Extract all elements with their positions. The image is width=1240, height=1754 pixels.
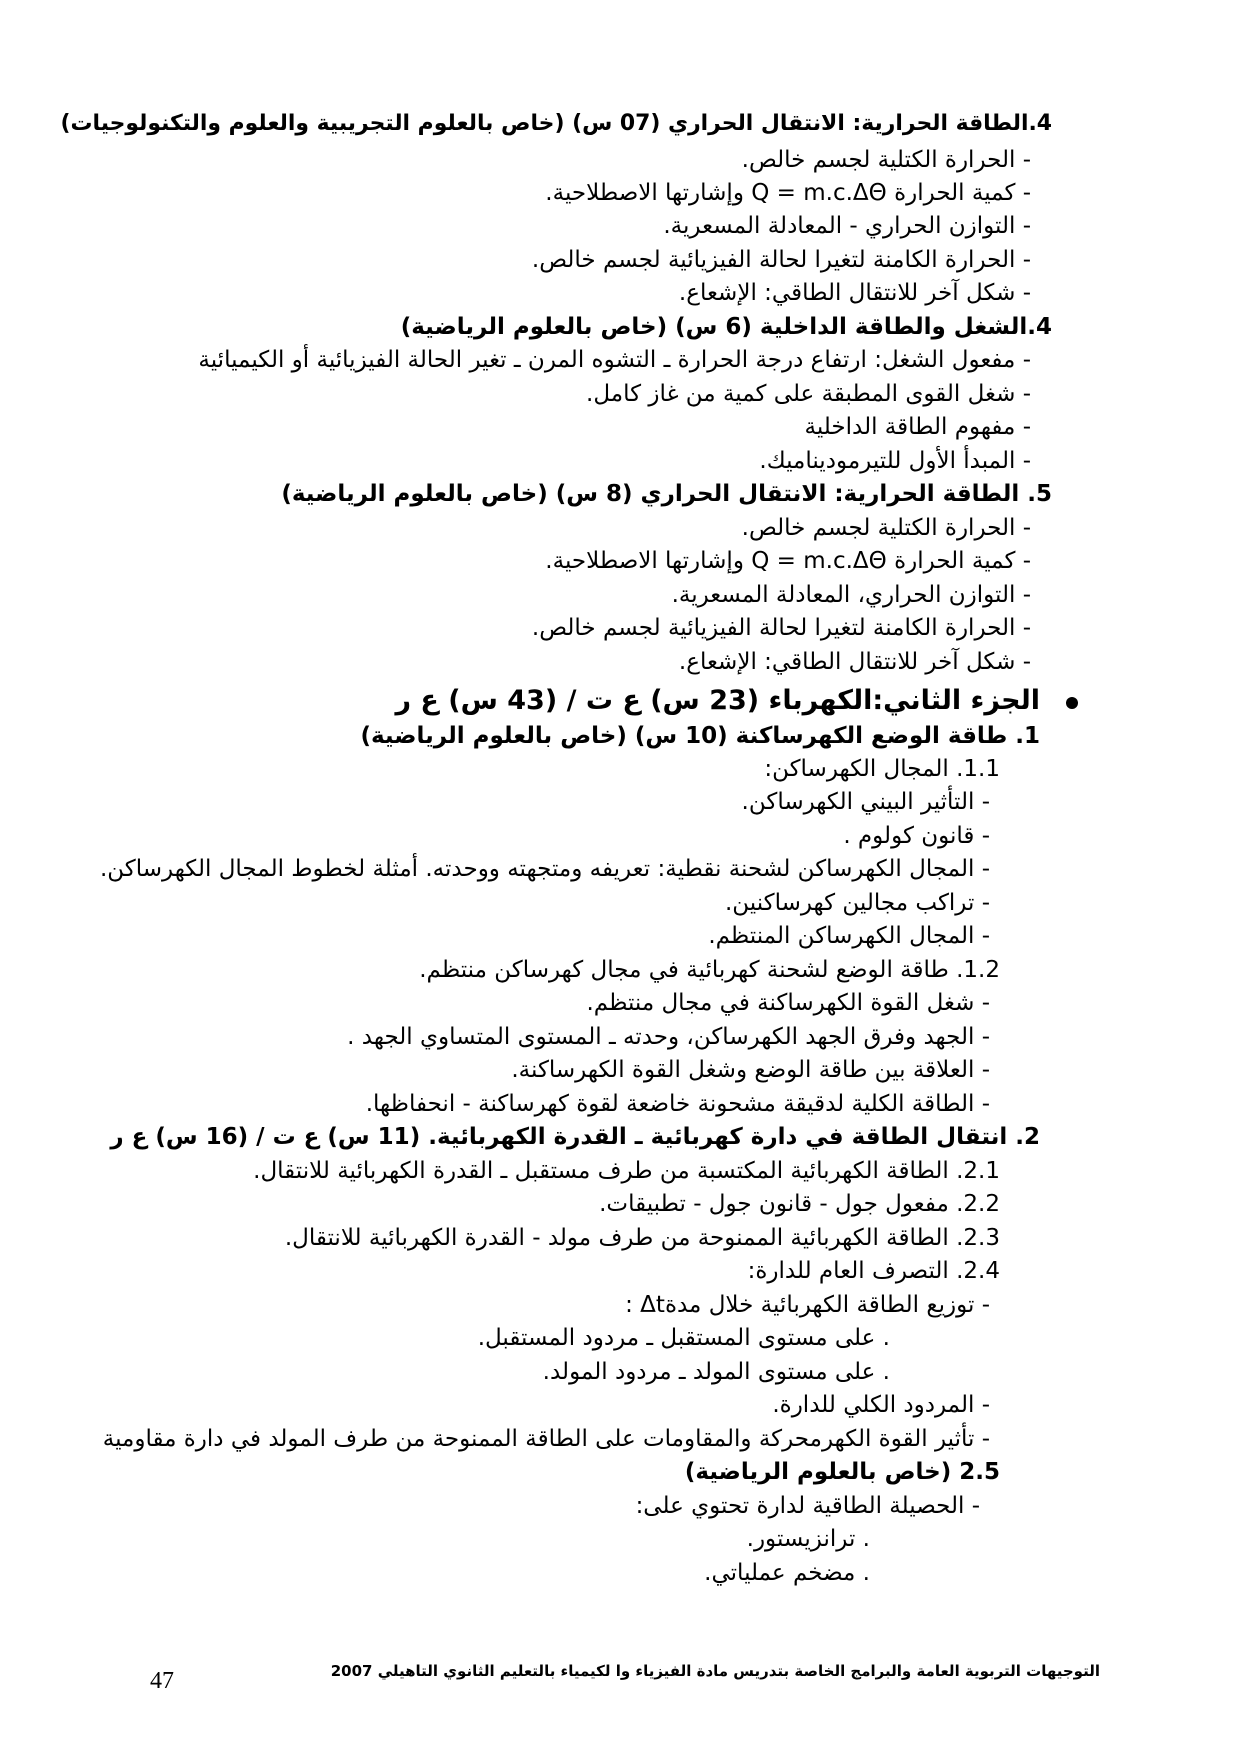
subsection-heading: 2.4. التصرف العام للدارة: bbox=[747, 1258, 1000, 1284]
heading-part-two-electricity: الجزء الثاني:الكهرباء (23 س) ع ت / (43 س) ع ر bbox=[395, 685, 1040, 716]
list-item: - تأثير القوة الكهرمحركة والمقاومات على الطاقة الممنوحة من طرف المولد في دارة مقاومية bbox=[102, 1426, 990, 1452]
list-item: - الجهد وفرق الجهد الكهرساكن، وحدته ـ المستوى المتساوي الجهد . bbox=[347, 1024, 990, 1050]
subsection-heading: 1.2. طاقة الوضع لشحنة كهربائية في مجال كهرساكن منتظم. bbox=[419, 957, 1000, 983]
heading-work-internal-energy: 4.الشغل والطاقة الداخلية (6 س) (خاص بالعلوم الرياضية) bbox=[400, 314, 1052, 340]
list-item: - شكل آخر للانتقال الطاقي: الإشعاع. bbox=[678, 649, 1031, 675]
list-item: - التوازن الحراري، المعادلة المسعرية. bbox=[671, 582, 1031, 608]
list-item: - الحرارة الكتلية لجسم خالص. bbox=[741, 515, 1031, 541]
list-item: . على مستوى المستقبل ـ مردود المستقبل. bbox=[477, 1325, 890, 1351]
list-item: - المجال الكهرساكن لشحنة نقطية: تعريفه ومتجهته ووحدته. أمثلة لخطوط المجال الكهرساكن. bbox=[99, 856, 990, 882]
list-item: - تراكب مجالين كهرساكنين. bbox=[724, 890, 990, 916]
heading-thermal-energy-experimental: 4.الطاقة الحرارية: الانتقال الحراري (07 س) (خاص بالعلوم التجريبية والعلوم والتكنولوجيات) bbox=[60, 111, 1052, 136]
list-item: - مفعول الشغل: ارتفاع درجة الحرارة ـ التشوه المرن ـ تغير الحالة الفيزيائية أو الكيميائية bbox=[198, 347, 1031, 373]
list-item: . مضخم عملياتي. bbox=[704, 1560, 870, 1586]
list-item: - المردود الكلي للدارة. bbox=[772, 1392, 990, 1418]
list-item: - العلاقة بين طاقة الوضع وشغل القوة الكهرساكنة. bbox=[511, 1057, 990, 1083]
list-item: - التأثير البيني الكهرساكن. bbox=[741, 789, 990, 815]
heading-thermal-energy-math: 5. الطاقة الحرارية: الانتقال الحراري (8 س) (خاص بالعلوم الرياضية) bbox=[281, 481, 1052, 507]
list-item: - قانون كولوم . bbox=[843, 823, 990, 849]
page-number: 47 bbox=[150, 1668, 174, 1694]
list-item: - شغل القوى المطبقة على كمية من غاز كامل. bbox=[586, 381, 1031, 407]
list-item: - الحرارة الكامنة لتغيرا لحالة الفيزيائية لجسم خالص. bbox=[531, 615, 1031, 641]
list-item: . ترانزيستور. bbox=[746, 1526, 870, 1552]
list-item: - المجال الكهرساكن المنتظم. bbox=[708, 923, 990, 949]
subsection-heading: 1.1. المجال الكهرساكن: bbox=[764, 756, 1000, 782]
footer-title: التوجيهات التربوية العامة والبرامج الخاصة بتدريس مادة الفيزياء وا لكيمياء بالتعليم الثانوي التاهيلي 2007 bbox=[330, 1662, 1100, 1680]
subsection-heading: 2.1. الطاقة الكهربائية المكتسبة من طرف مستقبل ـ القدرة الكهربائية للانتقال. bbox=[253, 1158, 1000, 1184]
list-item: - الحصيلة الطاقية لدارة تحتوي على: bbox=[635, 1493, 980, 1519]
heading-energy-transfer-circuit: 2. انتقال الطاقة في دارة كهربائية ـ القدرة الكهربائية. (11 س) ع ت / (16 س) ع ر bbox=[110, 1124, 1040, 1150]
list-item: - مفهوم الطاقة الداخلية bbox=[804, 414, 1031, 440]
list-item: - الطاقة الكلية لدقيقة مشحونة خاضعة لقوة كهرساكنة - انحفاظها. bbox=[365, 1091, 990, 1117]
list-item: - الحرارة الكامنة لتغيرا لحالة الفيزيائية لجسم خالص. bbox=[531, 247, 1031, 273]
list-item: - كمية الحرارة Q = m.c.ΔΘ وإشارتها الاصطلاحية. bbox=[545, 180, 1031, 206]
bullet-icon bbox=[1066, 697, 1078, 709]
heading-electrostatic-potential-energy: 1. طاقة الوضع الكهرساكنة (10 س) (خاص بالعلوم الرياضية) bbox=[360, 723, 1040, 749]
subsection-heading: 2.3. الطاقة الكهربائية الممنوحة من طرف مولد - القدرة الكهربائية للانتقال. bbox=[284, 1225, 1000, 1251]
list-item: - الحرارة الكتلية لجسم خالص. bbox=[741, 147, 1031, 173]
subsection-heading: 2.2. مفعول جول - قانون جول - تطبيقات. bbox=[599, 1191, 1000, 1217]
list-item: - المبدأ الأول للتيرموديناميك. bbox=[759, 448, 1031, 474]
subsection-heading: 2.5 (خاص بالعلوم الرياضية) bbox=[684, 1459, 1000, 1485]
list-item: - شغل القوة الكهرساكنة في مجال منتظم. bbox=[586, 990, 990, 1016]
list-item: - توزيع الطاقة الكهربائية خلال مدةΔt : bbox=[625, 1292, 990, 1318]
list-item: . على مستوى المولد ـ مردود المولد. bbox=[542, 1359, 890, 1385]
list-item: - كمية الحرارة Q = m.c.ΔΘ وإشارتها الاصطلاحية. bbox=[545, 548, 1031, 574]
list-item: - التوازن الحراري - المعادلة المسعرية. bbox=[663, 213, 1031, 239]
list-item: - شكل آخر للانتقال الطاقي: الإشعاع. bbox=[678, 280, 1031, 306]
